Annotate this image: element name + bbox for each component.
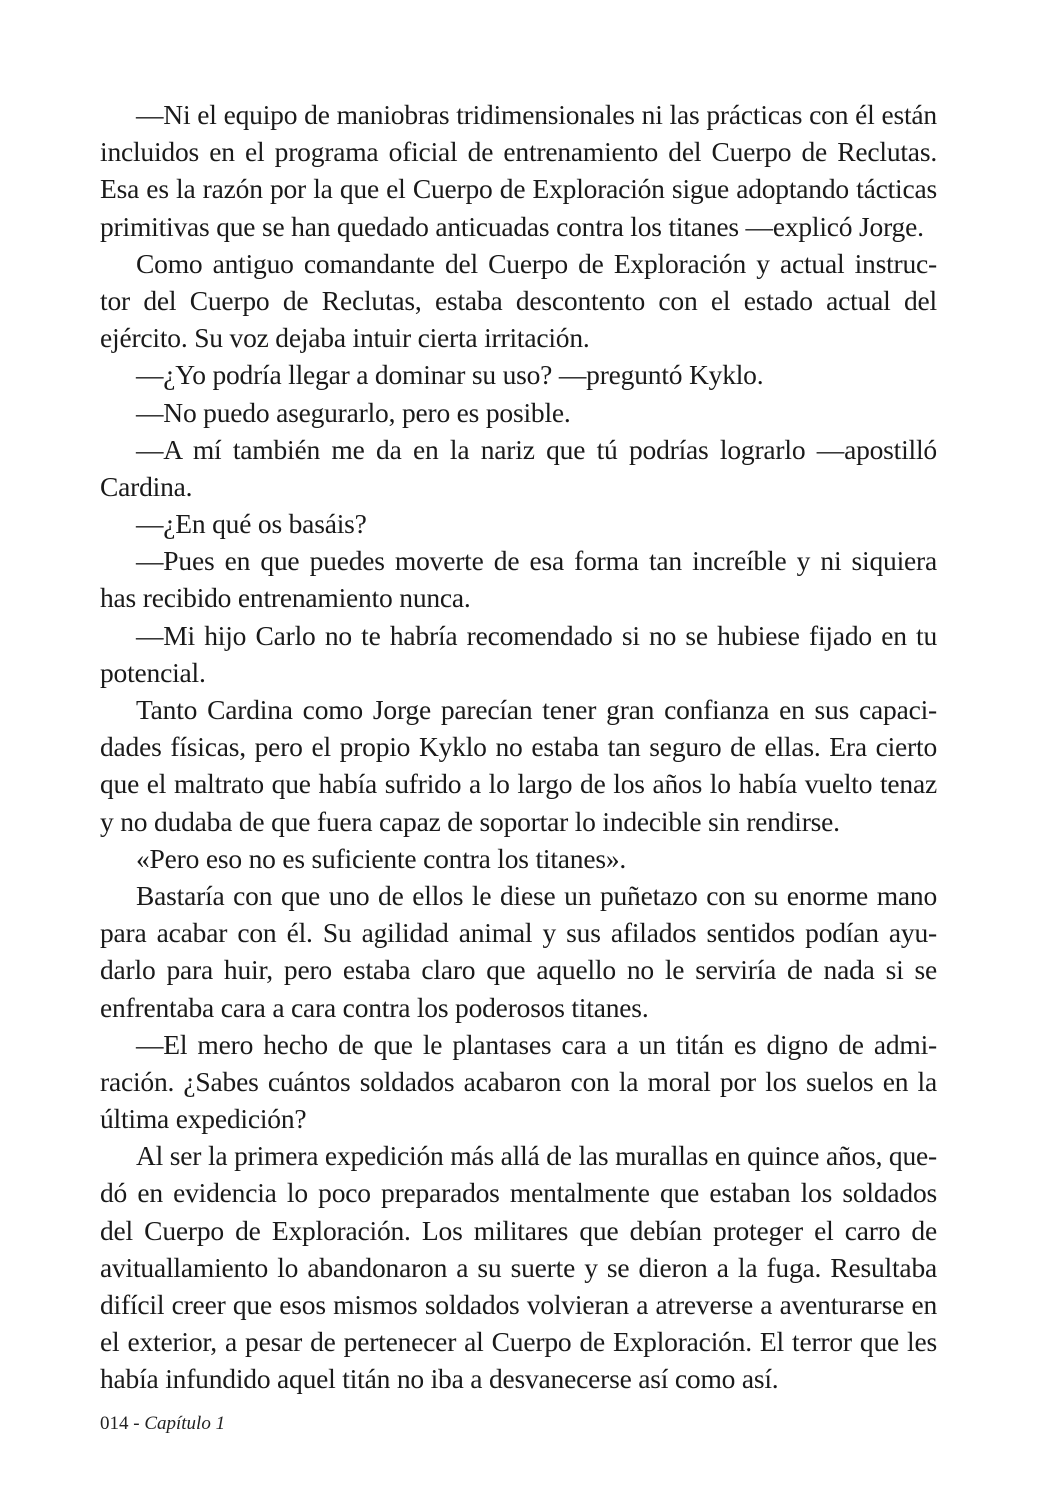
text-line: que el maltrato que había sufrido a lo largo de los años lo había vuelto tenaz	[100, 768, 937, 800]
page-number: 014 -	[100, 1413, 140, 1434]
text-line: «Pero eso no es suficiente contra los titanes».	[136, 842, 627, 874]
page-footer	[100, 1413, 225, 1435]
text-line: había infundido aquel titán no iba a desvanecerse así como así.	[100, 1363, 779, 1395]
text-line: —No puedo asegurarlo, pero es posible.	[136, 396, 571, 428]
text-line: darlo para huir, pero estaba claro que aquello no le serviría de nada si se	[100, 954, 937, 986]
text-line: para acabar con él. Su agilidad animal y sus afilados sentidos podían ayu-	[100, 917, 937, 949]
text-line: tor del Cuerpo de Reclutas, estaba descontento con el estado actual del	[100, 284, 937, 316]
text-line: Tanto Cardina como Jorge parecían tener gran confianza en sus capaci-	[136, 694, 937, 725]
text-line: el exterior, a pesar de pertenecer al Cuerpo de Exploración. El terror que les	[100, 1326, 937, 1358]
text-line: —¿Yo podría llegar a dominar su uso? —preguntó Kyklo.	[136, 359, 764, 391]
text-line: —A mí también me da en la nariz que tú podrías lograrlo —apostilló	[136, 433, 937, 465]
text-line: incluidos en el programa oficial de entrenamiento del Cuerpo de Reclutas.	[100, 136, 937, 168]
text-line: —Pues en que puedes moverte de esa forma tan increíble y ni siquiera	[136, 545, 937, 577]
text-line: primitivas que se han quedado anticuadas contra los titanes —explicó Jorge.	[100, 210, 924, 242]
text-line: —Mi hijo Carlo no te habría recomendado si no se hubiese fijado en tu	[136, 619, 937, 651]
text-line: última expedición?	[100, 1103, 307, 1135]
text-line: ejército. Su voz dejaba intuir cierta irritación.	[100, 322, 590, 354]
text-line: Como antiguo comandante del Cuerpo de Exploración y actual instruc-	[136, 247, 937, 279]
text-line: avituallamiento lo abandonaron a su suerte y se dieron a la fuga. Resultaba	[100, 1251, 937, 1283]
text-line: y no dudaba de que fuera capaz de soportar lo indecible sin rendirse.	[100, 805, 840, 837]
text-line: dó en evidencia lo poco preparados mentalmente que estaban los soldados	[100, 1177, 937, 1209]
text-line: has recibido entrenamiento nunca.	[100, 582, 471, 614]
text-line: Cardina.	[100, 470, 193, 502]
text-line: Esa es la razón por la que el Cuerpo de Exploración sigue adoptando tácticas	[100, 173, 937, 205]
text-line: —¿En qué os basáis?	[136, 508, 367, 540]
text-line: potencial.	[100, 656, 206, 688]
text-line: difícil creer que esos mismos soldados volvieran a atreverse a aventurarse en	[100, 1289, 937, 1320]
text-line: del Cuerpo de Exploración. Los militares que debían proteger el carro de	[100, 1214, 937, 1246]
page-body	[100, 96, 937, 1398]
text-line: dades físicas, pero el propio Kyklo no estaba tan seguro de ellas. Era cierto	[100, 731, 937, 763]
text-line: Bastaría con que uno de ellos le diese un puñetazo con su enorme mano	[136, 879, 937, 911]
text-line: Al ser la primera expedición más allá de las murallas en quince años, que-	[136, 1140, 937, 1172]
text-line: —El mero hecho de que le plantases cara a un titán es digno de admi-	[136, 1028, 937, 1060]
text-line: enfrentaba cara a cara contra los poderosos titanes.	[100, 991, 649, 1023]
text-line: ración. ¿Sabes cuántos soldados acabaron con la moral por los suelos en la	[100, 1065, 937, 1097]
chapter-title: Capítulo 1	[144, 1413, 226, 1434]
text-line: —Ni el equipo de maniobras tridimensionales ni las prácticas con él están	[136, 99, 937, 130]
